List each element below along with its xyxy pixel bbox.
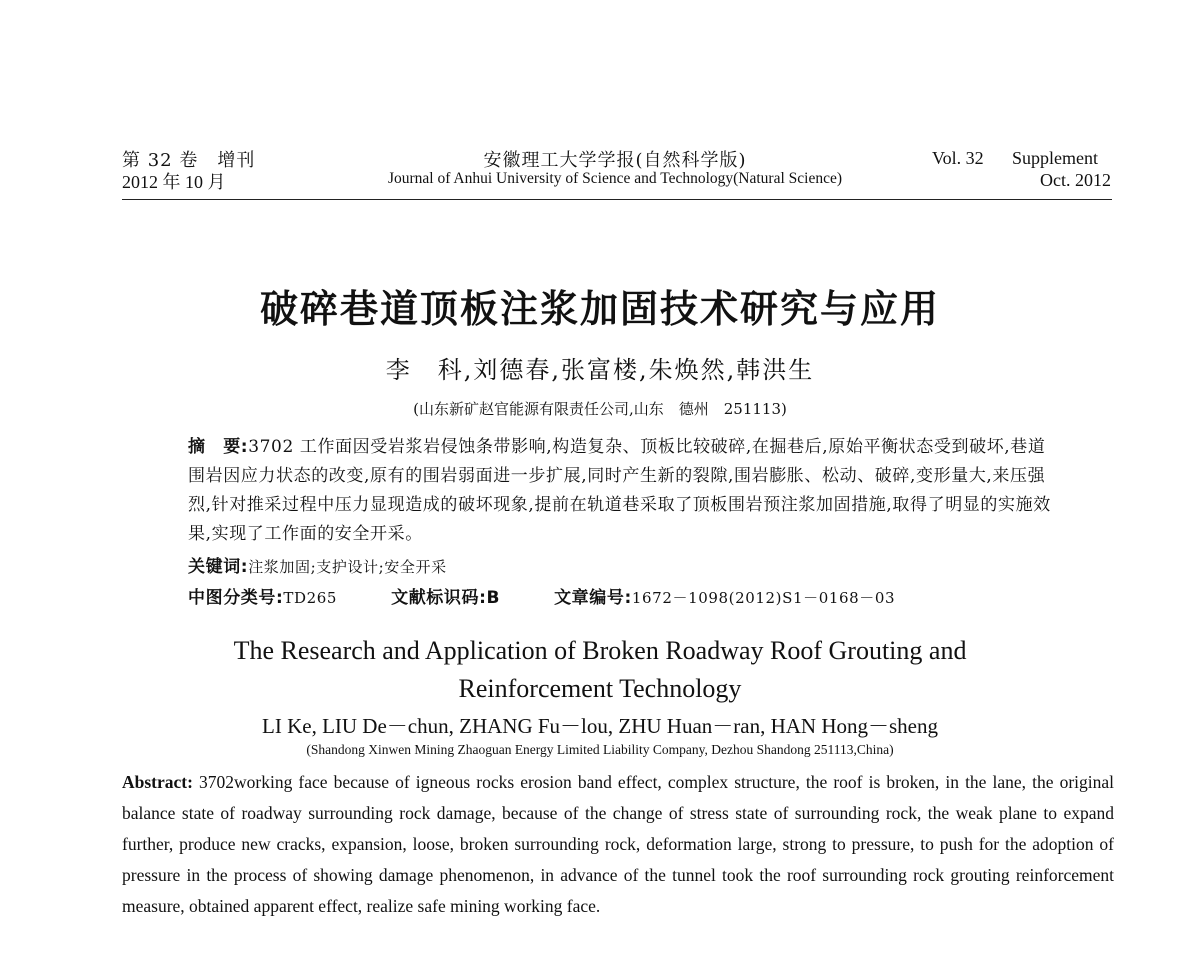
date-label-en: Oct. 2012 [1040,170,1111,190]
clc-value: TD265 [283,589,338,607]
supplement-label: Supplement [1012,148,1098,168]
article-title-cn: 破碎巷道顶板注浆加固技术研究与应用 [259,286,940,331]
doc-code-value: B [486,588,501,608]
abstract-en [122,767,1114,922]
doc-code-label: 文献标识码: [391,588,487,608]
keywords-text-cn: 注浆加固;支护设计;安全开采 [248,558,447,576]
volume-label-en: Vol. 32 [932,148,984,168]
keywords-label-cn: 关键词: [188,557,249,577]
abstract-label-cn: 摘 要: [188,437,249,457]
abstract-label-en: Abstract: [122,772,193,792]
volume-label-cn: 第 32 卷 增刊 [122,150,256,171]
title-en-line-2: Reinforcement Technology [458,674,742,703]
affiliation-en: (Shandong Xinwen Mining Zhaoguan Energy Limited Liability Company, Dezhou Shandong 251113,China) [306,742,894,757]
affiliation-cn: (山东新矿赵官能源有限责任公司,山东 德州 251113) [413,400,787,418]
journal-name-en: Journal of Anhui University of Science and Technology(Natural Science) [387,170,843,187]
article-no-label: 文章编号: [554,588,632,608]
abstract-text-cn: 3702 工作面因受岩浆岩侵蚀条带影响,构造复杂、顶板比较破碎,在掘巷后,原始平衡状态受到破坏,巷道围岩因应力状态的改变,原有的围岩弱面进一步扩展,同时产生新的裂隙,围岩膨胀、松动、破碎,变形量大,来压强烈,针对推采过程中压力显现造成的破坏现象,提前在轨道巷采取了顶板围岩预注浆加固措施,取得了明显的实施效果,实现了工作面的安全开采。 [188,437,1051,544]
header-rule [122,199,1112,200]
classification-line [188,584,1054,613]
clc-label: 中图分类号: [188,588,284,608]
authors-en: LI Ke, LIU De－chun, ZHANG Fu－lou, ZHU Huan－ran, HAN Hong－sheng [262,714,938,738]
title-en-line-1: The Research and Application of Broken Roadway Roof Grouting and [233,636,967,665]
article-no-value: 1672－1098(2012)S1－0168－03 [631,589,896,607]
authors-cn: 李 科,刘德春,张富楼,朱焕然,韩洪生 [385,356,815,384]
journal-name-cn: 安徽理工大学学报(自然科学版) [483,150,747,171]
date-label-cn: 2012 年 10 月 [122,172,226,192]
article-title-en [0,632,1200,708]
abstract-cn [188,433,1054,549]
abstract-text-en: 3702working face because of igneous rocks erosion band effect, complex structure, the roof is broken, in the lane, the original balance state of roadway surrounding rock damage, because of the change of stress state of surrounding rock, the weak plane to expand further, produce new cracks, expansion, loose, broken surrounding rock, deformation large, strong to pressure, to push for the adoption of pressure in the process of showing damage phenomenon, in advance of the tunnel took the roof surrounding rock grouting reinforcement measure, obtained apparent effect, realize safe mining working face. [122,772,1115,916]
keywords-cn [188,553,1054,582]
